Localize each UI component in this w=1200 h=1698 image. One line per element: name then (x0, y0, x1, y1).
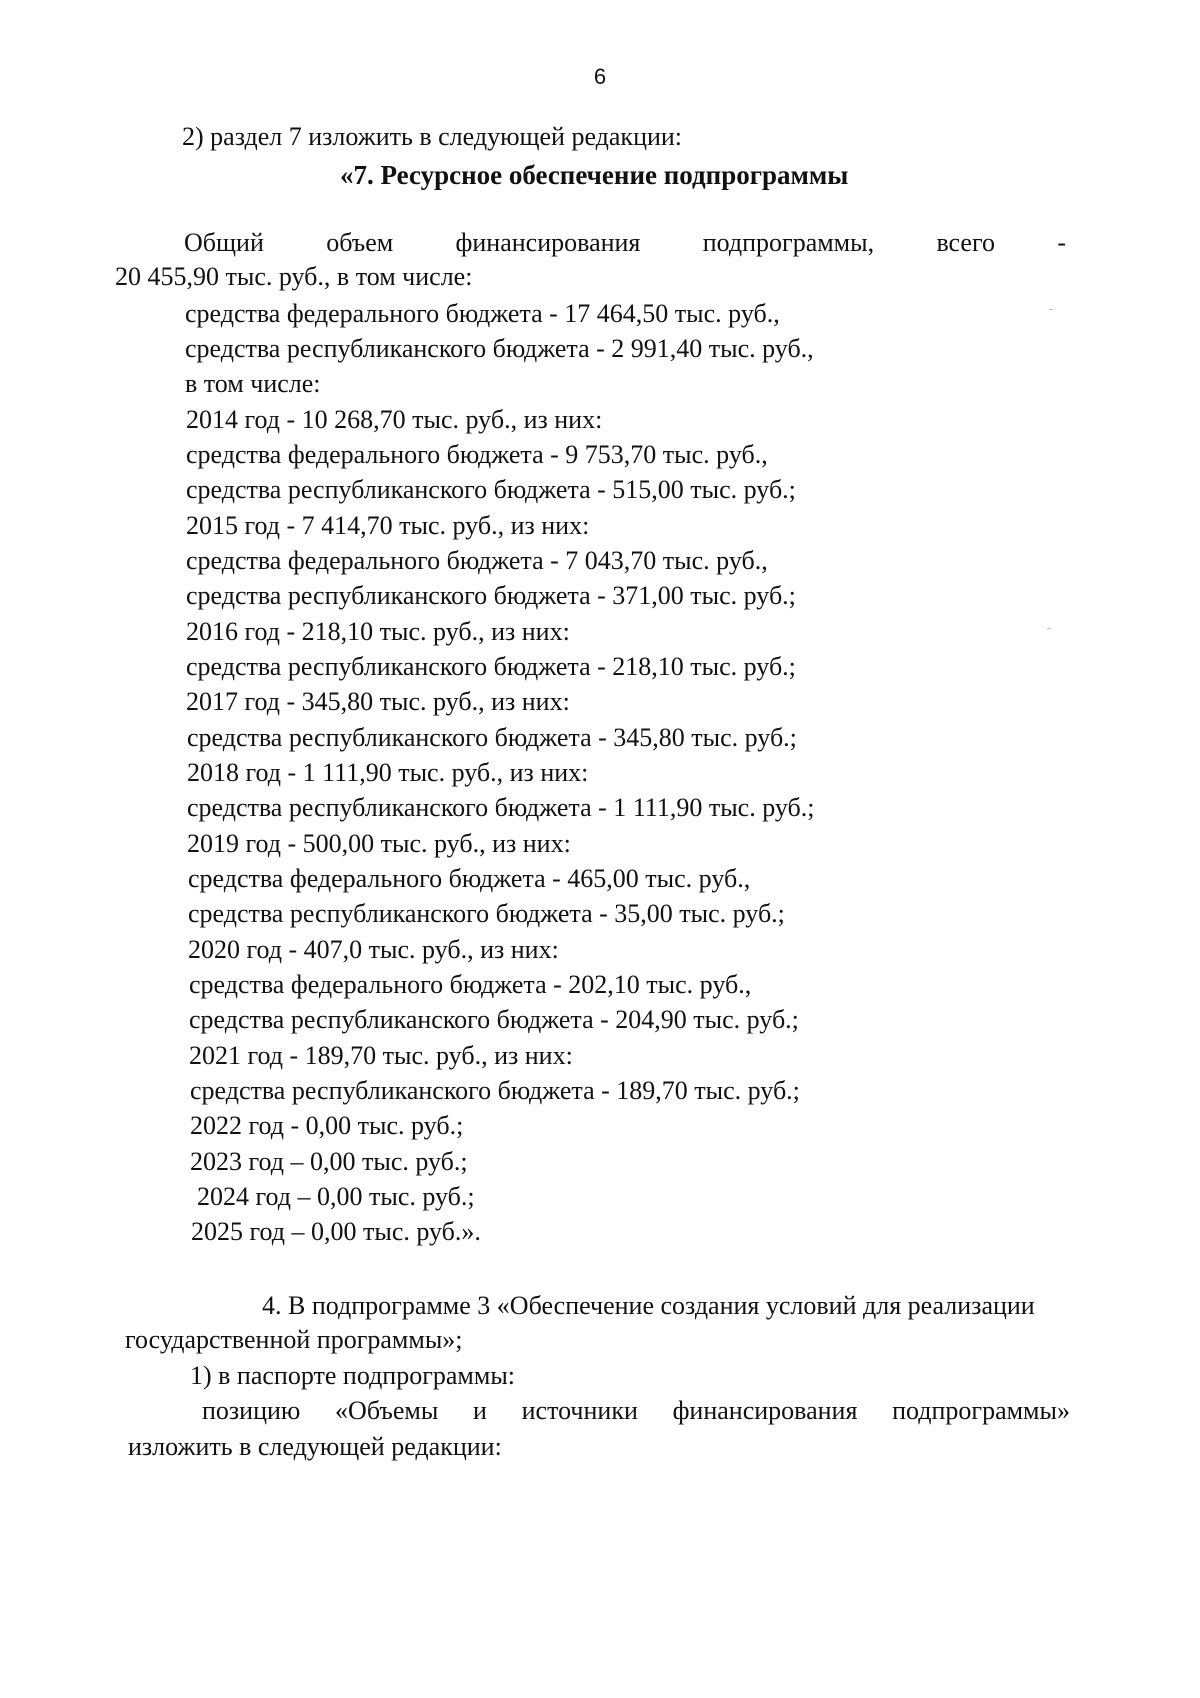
section-heading: «7. Ресурсное обеспечение подпрограммы (340, 160, 849, 190)
funding-line: 2021 год - 189,70 тыс. руб., из них: (189, 1041, 573, 1070)
total-word: финансирования (455, 228, 641, 257)
funding-line: 2022 год - 0,00 тыс. руб.; (190, 1111, 464, 1140)
item4-line1: 4. В подпрограмме 3 «Обеспечение создания условий для реализации (262, 1291, 1035, 1320)
position-word: «Объемы (335, 1396, 439, 1425)
position-line-continuation: изложить в следующей редакции: (128, 1432, 502, 1461)
funding-line: средства республиканского бюджета - 189,70 тыс. руб.; (190, 1076, 800, 1105)
funding-line: средства республиканского бюджета - 515,00 тыс. руб.; (186, 475, 796, 504)
funding-line: 2024 год – 0,00 тыс. руб.; (197, 1182, 475, 1211)
total-funding-line (184, 226, 1066, 260)
scan-speck (1047, 628, 1051, 629)
funding-line: средства республиканского бюджета - 218,10 тыс. руб.; (186, 652, 796, 681)
funding-line: средства федерального бюджета - 202,10 тыс. руб., (189, 970, 752, 999)
item-section7-instruction: 2) раздел 7 изложить в следующей редакции: (182, 122, 683, 151)
total-word: всего (936, 228, 995, 257)
position-word: подпрограммы» (892, 1396, 1070, 1425)
position-word: позицию (202, 1396, 301, 1425)
funding-line: средства республиканского бюджета - 345,80 тыс. руб.; (187, 723, 797, 752)
total-word: Общий (184, 228, 264, 257)
scan-speck (1049, 309, 1053, 310)
funding-line: 2017 год - 345,80 тыс. руб., из них: (186, 687, 570, 716)
funding-line: средства федерального бюджета - 465,00 тыс. руб., (188, 864, 751, 893)
total-funding-continuation: 20 455,90 тыс. руб., в том числе: (115, 262, 473, 291)
funding-line: средства федерального бюджета - 9 753,70 тыс. руб., (186, 440, 768, 469)
funding-line: 2020 год - 407,0 тыс. руб., из них: (188, 935, 559, 964)
position-word: финансирования (672, 1396, 858, 1425)
item4-line2: государственной программы»; (125, 1325, 463, 1354)
total-word: - (1057, 228, 1066, 257)
funding-line: 2014 год - 10 268,70 тыс. руб., из них: (186, 405, 603, 434)
funding-line: средства республиканского бюджета - 35,00 тыс. руб.; (188, 899, 785, 928)
funding-line: 2018 год - 1 111,90 тыс. руб., из них: (187, 758, 589, 787)
funding-line: 2023 год – 0,00 тыс. руб.; (190, 1147, 468, 1176)
position-line (202, 1394, 1070, 1428)
page-number: 6 (593, 64, 607, 89)
funding-line: в том числе: (185, 369, 321, 398)
total-word: объем (326, 228, 394, 257)
position-word: источники (521, 1396, 638, 1425)
total-word: подпрограммы, (702, 228, 875, 257)
funding-line: средства республиканского бюджета - 2 991,40 тыс. руб., (185, 334, 814, 363)
funding-line: средства федерального бюджета - 17 464,50 тыс. руб., (185, 299, 780, 328)
funding-line: средства республиканского бюджета - 204,90 тыс. руб.; (189, 1005, 799, 1034)
funding-line: средства республиканского бюджета - 1 111,90 тыс. руб.; (187, 793, 815, 822)
funding-line: средства республиканского бюджета - 371,00 тыс. руб.; (186, 581, 796, 610)
funding-line: 2019 год - 500,00 тыс. руб., из них: (187, 829, 571, 858)
funding-line: средства федерального бюджета - 7 043,70 тыс. руб., (186, 546, 768, 575)
item4-subitem1: 1) в паспорте подпрограммы: (190, 1361, 516, 1390)
position-word: и (473, 1396, 487, 1425)
funding-line: 2025 год – 0,00 тыс. руб.». (191, 1217, 481, 1246)
funding-line: 2015 год - 7 414,70 тыс. руб., из них: (186, 511, 590, 540)
funding-line: 2016 год - 218,10 тыс. руб., из них: (186, 617, 570, 646)
